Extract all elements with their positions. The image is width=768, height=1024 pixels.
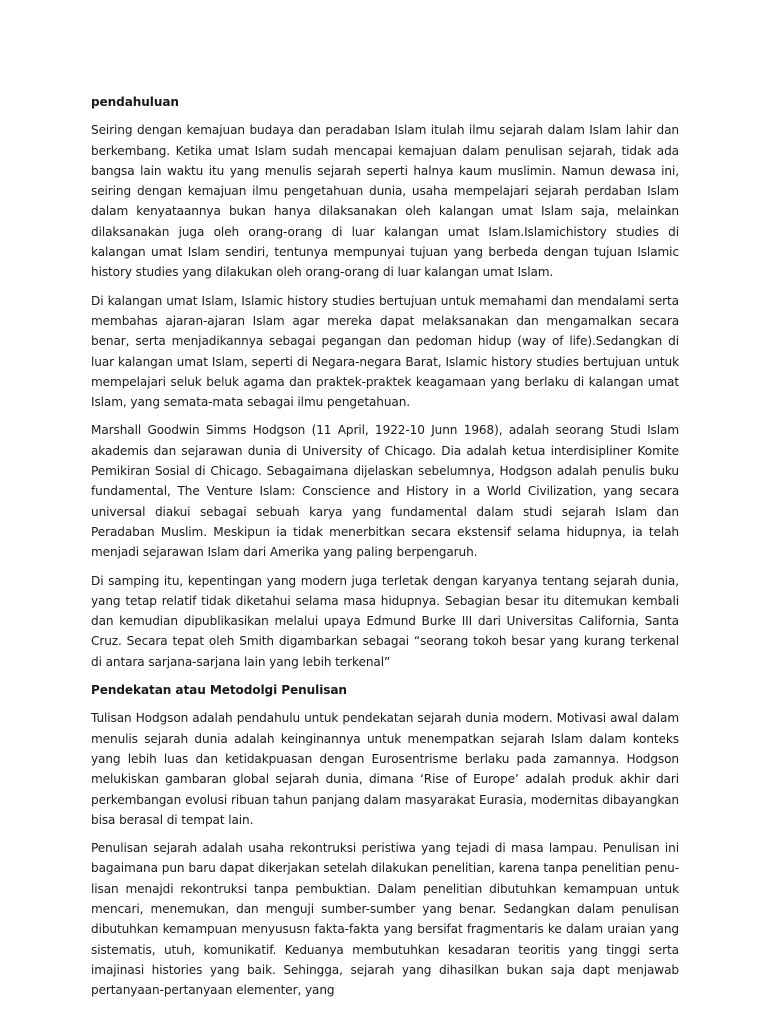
paragraph: Tulisan Hodgson adalah pendahulu untuk pendekatan sejarah dunia modern. Motivasi awal dalam menulis sejarah dunia adalah keinginannya untuk menempatkan sejarah Islam dalam konteks yang lebih luas dan ketidakpuasan dengan Eurosentrisme berlaku pada zamannya. Hodgson melukiskan gambaran global sejarah dunia, dimana ‘Rise of Europe’ adalah produk akhir dari perkembangan evolusi ribuan tahun panjang dalam masyarakat Eurasia, modernitas dibayangkan bisa berasal di tempat lain. xyxy=(91,711,679,827)
paragraph: Seiring dengan kemajuan budaya dan peradaban Islam itulah ilmu sejarah dalam Islam lahir dan berkembang. Ketika umat Islam sudah mencapai kemajuan dalam penulisan sejarah, tidak ada bangsa lain waktu itu yang menulis sejarah seperti halnya kaum muslimin. Namun dewasa ini, seiring dengan kemajuan ilmu pengetahuan dunia, usaha mempelajari sejarah perdaban Islam dalam kenyataannya bukan hanya dilaksanakan oleh kalangan umat Islam saja, melainkan dilaksanakan juga oleh orang-orang di luar kalangan umat Islam.Islamichistory studies di kalangan umat Islam sendiri, tentunya mempunyai tujuan yang berbeda dengan tujuan Islamic history studies yang dilakukan oleh orang-orang di luar kalangan umat Islam. xyxy=(91,123,679,280)
paragraph: Di kalangan umat Islam, Islamic history studies bertujuan untuk memahami dan mendalami serta membahas ajaran-ajaran Islam agar mereka dapat melaksanakan dan mengamalkan secara benar, serta menjadikannya sebagai pegangan dan pedoman hidup (way of life).Sedangkan di luar kalangan umat Islam, seperti di Negara-negara Barat, Islamic history studies bertujuan untuk mempelajari seluk beluk agama dan praktek-praktek keagamaan yang berlaku di kalangan umat Islam, yang semata-mata sebagai ilmu pengetahuan. xyxy=(91,293,679,410)
section-heading-metodologi: Pendekatan atau Metodolgi Penulisan xyxy=(91,683,347,698)
section-heading-pendahuluan: pendahuluan xyxy=(91,95,179,109)
paragraph: Di samping itu, kepentingan yang modern juga terletak dengan karyanya tentang sejarah dunia, yang tetap relatif tidak diketahui selama masa hidupnya. Sebagian besar itu ditemukan kembali dan kemudian dipublikasikan melalui upaya Edmund Burke III dari Universitas California, Santa Cruz. Secara tepat oleh Smith digambarkan sebagai “seorang tokoh besar yang kurang terkenal di antara sarjana-sarjana lain yang lebih terkenal” xyxy=(91,573,679,669)
paragraph: Penulisan sejarah adalah usaha rekontruksi peristiwa yang tejadi di masa lampau. Penulisan ini bagaimana pun baru dapat dikerjakan setelah dilakukan penelitian, karena tanpa penelitian penu- lisan menajdi rekontruksi tanpa pembuktian. Dalam penelitian dibutuhkan kemampuan untuk mencari, menemukan, dan menguji sumber-sumber yang benar. Sedangkan dalam penulisan dibutuhkan kemampuan menyususn fakta-fakta yang bersifat fragmentaris ke dalam uraian yang sistematis, utuh, komunikatif. Keduanya membutuhkan kesadaran teoritis yang tinggi serta imajinasi histories yang baik. Sehingga, sejarah yang dihasilkan bukan saja dapt menjawab pertanyaan-pertanyaan elementer, yang xyxy=(91,841,679,998)
paragraph: Marshall Goodwin Simms Hodgson (11 April, 1922-10 Junn 1968), adalah seorang Studi Islam akademis dan sejarawan dunia di University of Chicago. Dia adalah ketua interdisipliner Komite Pemikiran Sosial di Chicago. Sebagaimana dijelaskan sebelumnya, Hodgson adalah penulis buku fundamental, The Venture Islam: Conscience and History in a World Civilization, yang secara universal diakui sebagai sebuah karya yang fundamental dalam studi sejarah Islam dan Peradaban Muslim. Meskipun ia tidak menerbitkan secara ekstensif selama hidupnya, ia telah menjadi sejarawan Islam dari Amerika yang paling berpengaruh. xyxy=(91,423,679,560)
document-body xyxy=(91,92,679,1000)
